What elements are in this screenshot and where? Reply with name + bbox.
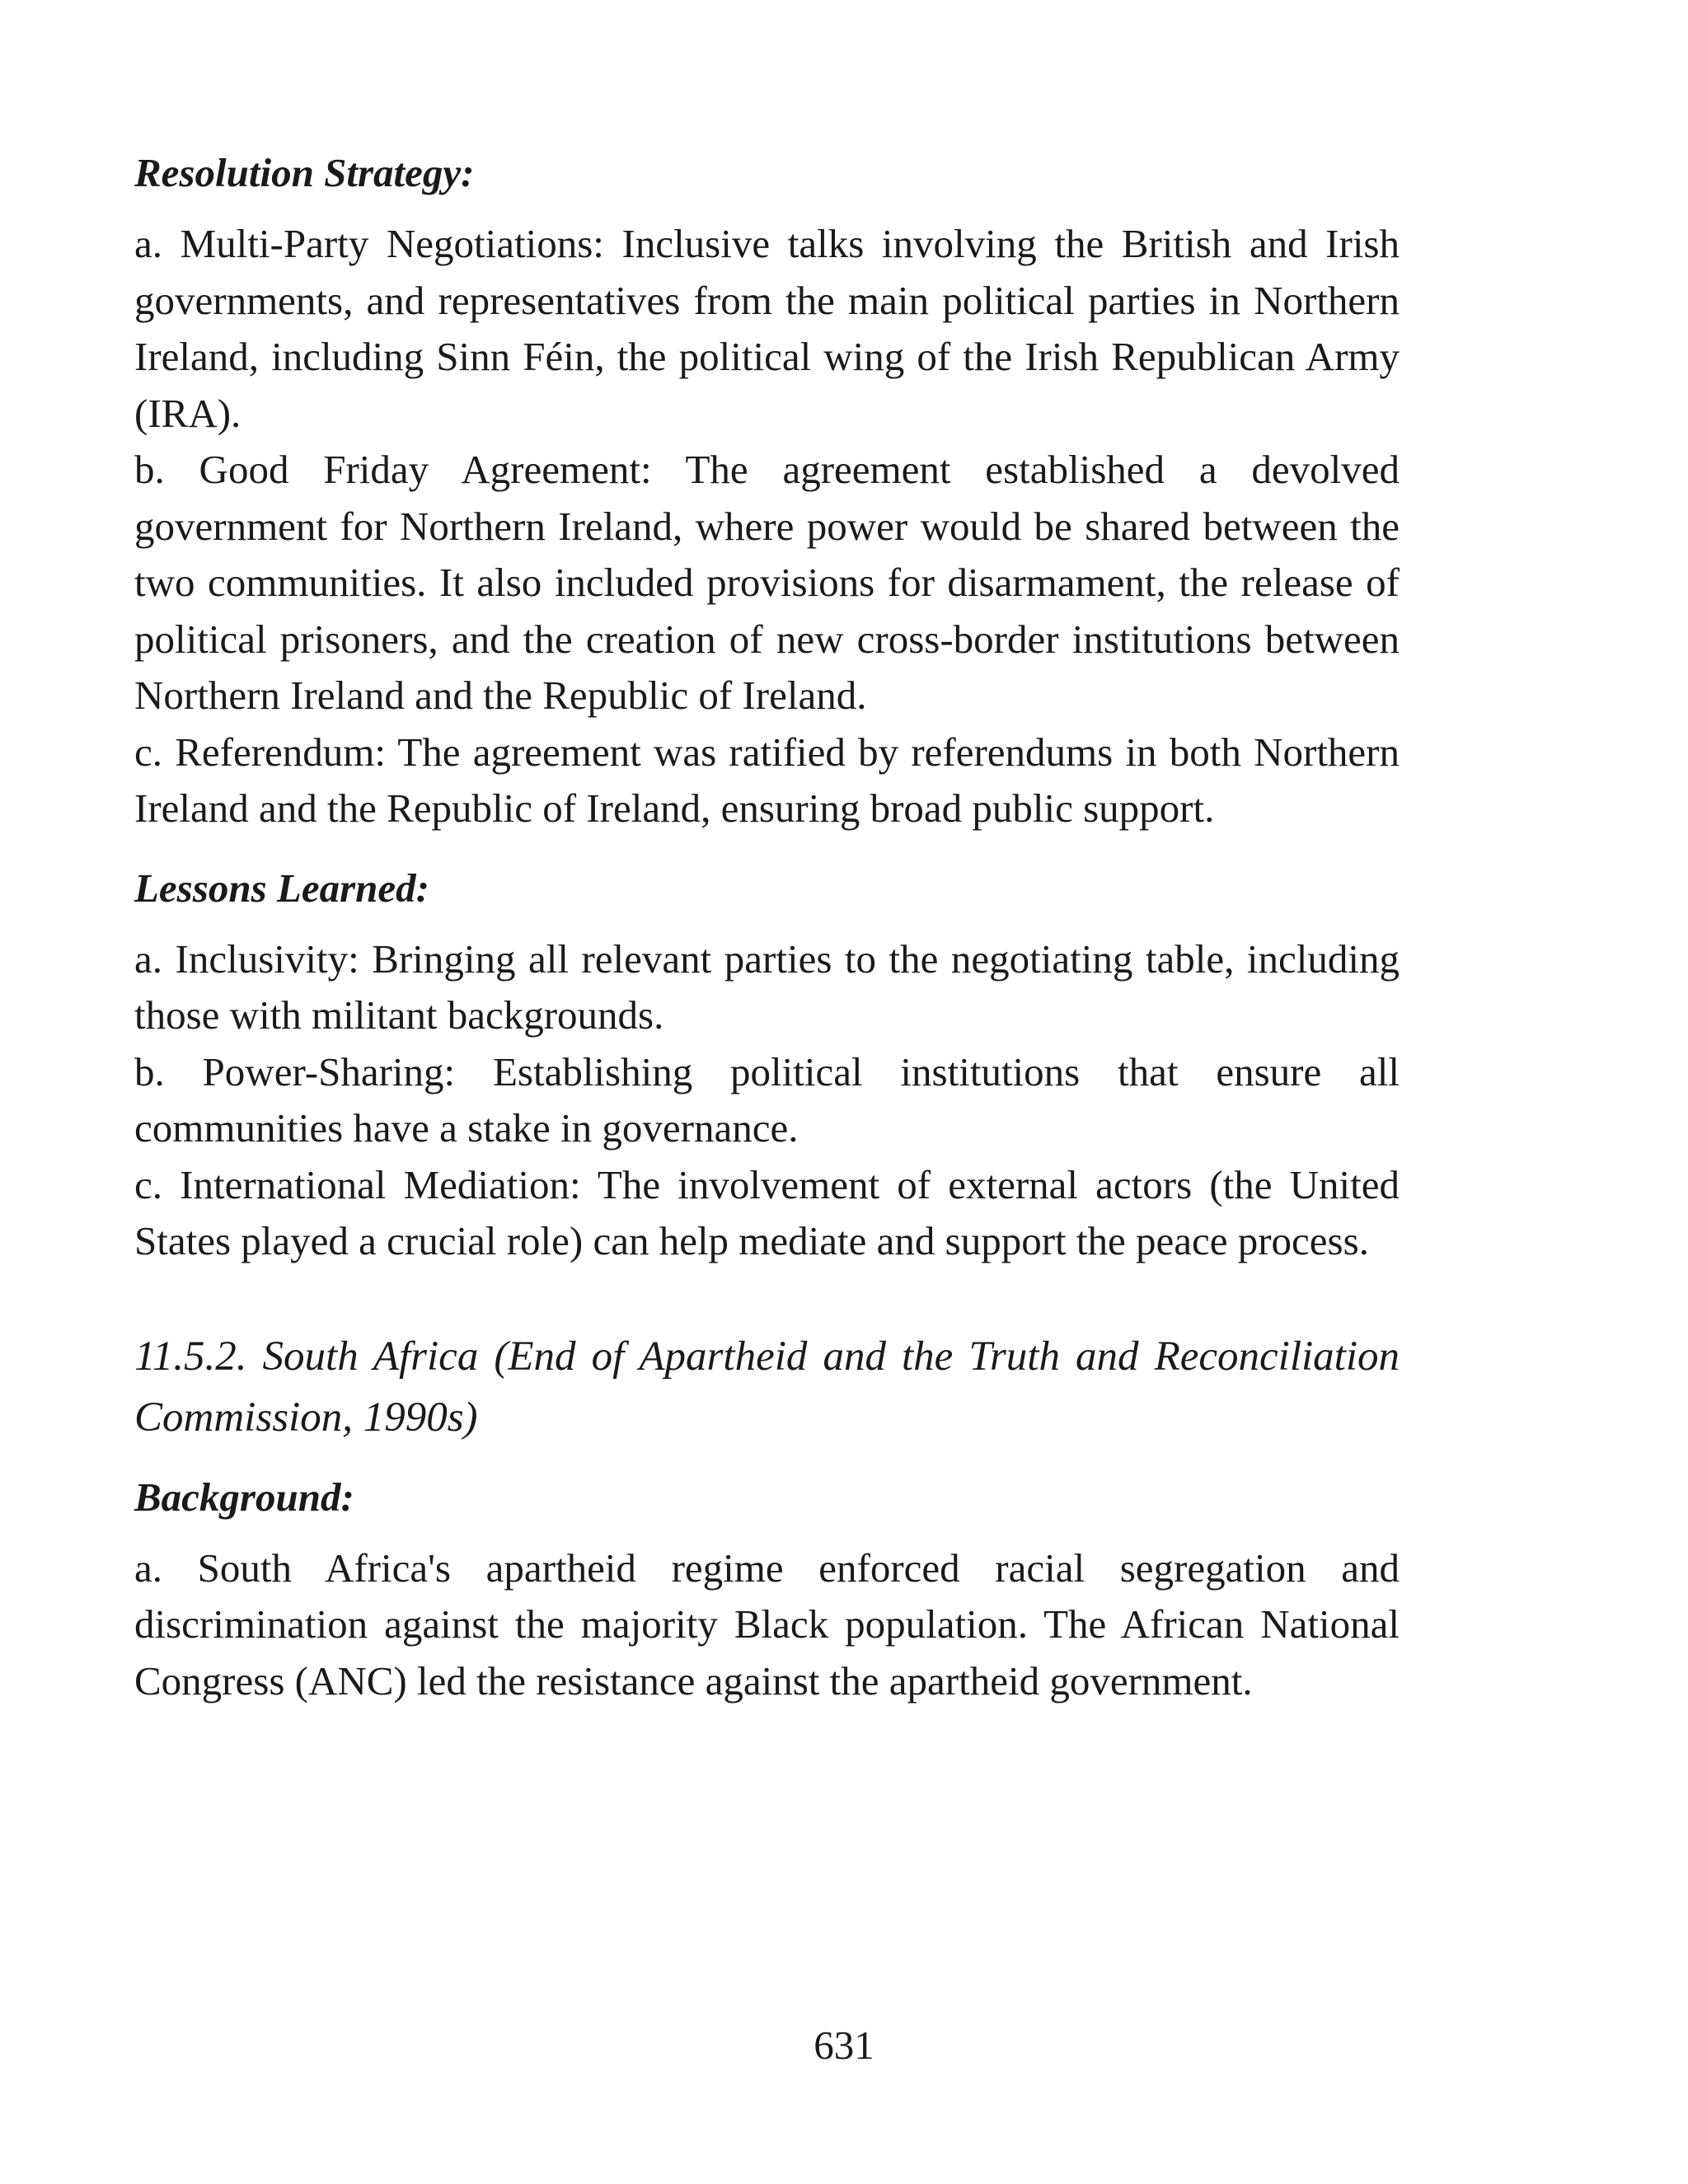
lessons-learned-heading: Lessons Learned:	[134, 865, 429, 911]
background-item-a: a. South Africa's apartheid regime enforced racial segregation and discrimination against the majority Black population. The African National Congress (ANC) led the resistance against the apartheid government.	[134, 1544, 1400, 1704]
resolution-item-c: c. Referendum: The agreement was ratified by referendums in both Northern Ireland and the Republic of Ireland, ensuring broad public support.	[134, 729, 1400, 831]
page-number: 631	[814, 2022, 874, 2068]
page-body	[134, 145, 1400, 1709]
lessons-item-b: b. Power-Sharing: Establishing political institutions that ensure all communities have a stake in governance.	[134, 1048, 1400, 1151]
background-heading: Background:	[134, 1474, 354, 1520]
resolution-strategy-heading: Resolution Strategy:	[134, 150, 475, 195]
resolution-item-a: a. Multi-Party Negotiations: Inclusive talks involving the British and Irish governments, and representatives from the main political parties in Northern Ireland, including Sinn Féin, the political wing of the Irish Republican Army (IRA).	[134, 221, 1400, 436]
section-title: 11.5.2. South Africa (End of Apartheid and the Truth and Reconciliation Commission, 1990s)	[134, 1333, 1400, 1441]
lessons-item-a: a. Inclusivity: Bringing all relevant parties to the negotiating table, including those with militant backgrounds.	[134, 935, 1400, 1038]
resolution-item-b: b. Good Friday Agreement: The agreement established a devolved government for Northern Ireland, where power would be shared between the two communities. It also included provisions for disarmament, the release of political prisoners, and the creation of new cross-border institutions between Northern Ireland and the Republic of Ireland.	[134, 447, 1400, 718]
lessons-item-c: c. International Mediation: The involvement of external actors (the United States played a crucial role) can help mediate and support the peace process.	[134, 1161, 1400, 1263]
